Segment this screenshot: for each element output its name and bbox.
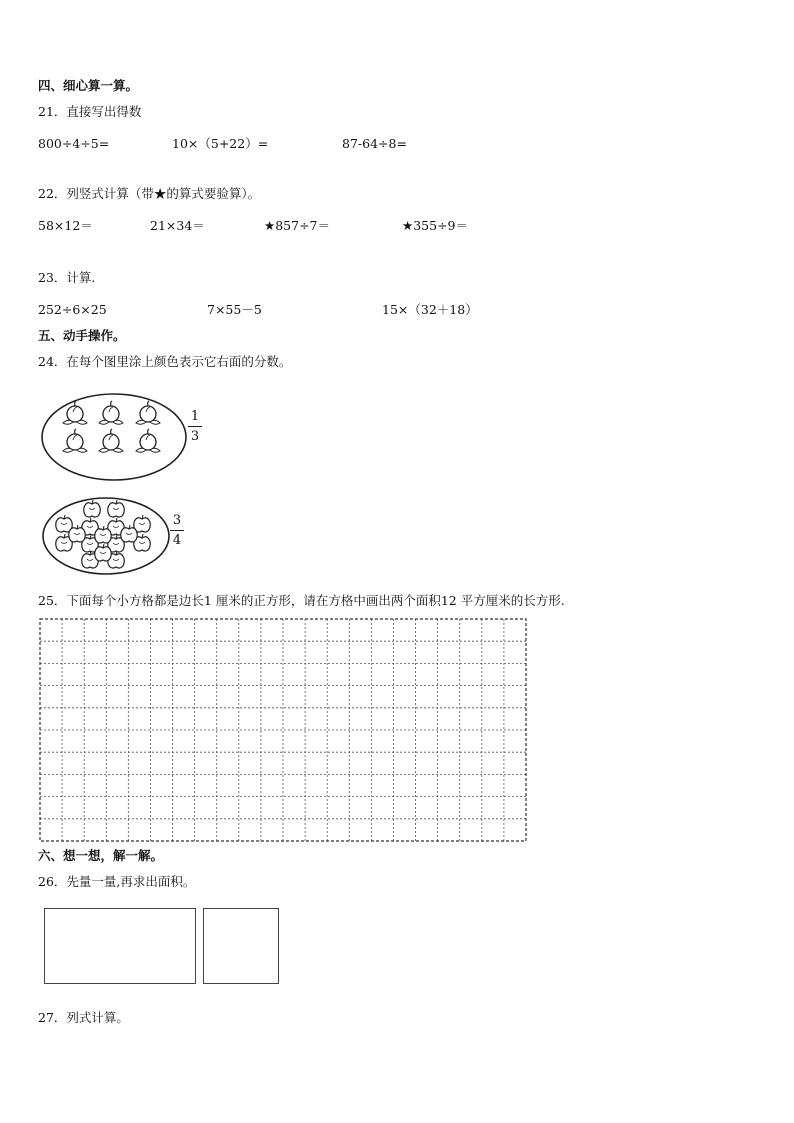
question-22-title: 22．列竖式计算（带★的算式要验算）。: [38, 186, 261, 201]
apple-icon: [108, 500, 124, 517]
peach-icon: [136, 401, 160, 424]
apple-figure: [42, 496, 170, 576]
q21-item-1: 800÷4÷5=: [38, 136, 110, 151]
fraction-one-third: 1 3: [188, 410, 202, 443]
peach-icon: [99, 401, 123, 424]
q23-item-1: 252÷6×25: [38, 302, 107, 317]
q21-item-2: 10×（5+22）=: [172, 136, 269, 151]
q22-item-2: 21×34＝: [150, 218, 205, 233]
apple-icon: [134, 515, 150, 532]
q22-item-3: ★857÷7＝: [264, 218, 330, 233]
rectangle-to-measure-2: [203, 908, 279, 984]
q22-item-1: 58×12＝: [38, 218, 93, 233]
peach-icon: [63, 429, 87, 452]
q23-item-3: 15×（32＋18）: [382, 302, 478, 317]
section-6-heading: 六、想一想，解一解。: [38, 848, 164, 863]
section-4-heading: 四、细心算一算。: [38, 78, 139, 93]
question-23-title: 23．计算.: [38, 270, 96, 285]
apple-icon: [84, 500, 100, 517]
question-24-title: 24．在每个图里涂上颜色表示它右面的分数。: [38, 354, 292, 369]
q22-item-4: ★355÷9＝: [402, 218, 468, 233]
question-27-title: 27．列式计算。: [38, 1010, 129, 1025]
apple-icon: [56, 515, 72, 532]
q21-item-3: 87-64÷8=: [342, 136, 407, 151]
rectangle-to-measure-1: [44, 908, 196, 984]
q23-item-2: 7×55－5: [207, 302, 262, 317]
peach-figure: [40, 392, 188, 482]
square-grid[interactable]: [40, 619, 526, 841]
fraction-three-quarters: 3 4: [170, 514, 184, 547]
question-21-title: 21．直接写出得数: [38, 104, 142, 119]
peach-icon: [99, 429, 123, 452]
peach-icon: [136, 429, 160, 452]
question-25-title: 25．下面每个小方格都是边长1 厘米的正方形，请在方格中画出两个面积12 平方厘米的长方形.: [38, 593, 565, 608]
question-26-title: 26．先量一量,再求出面积。: [38, 874, 196, 889]
section-5-heading: 五、动手操作。: [38, 328, 126, 343]
